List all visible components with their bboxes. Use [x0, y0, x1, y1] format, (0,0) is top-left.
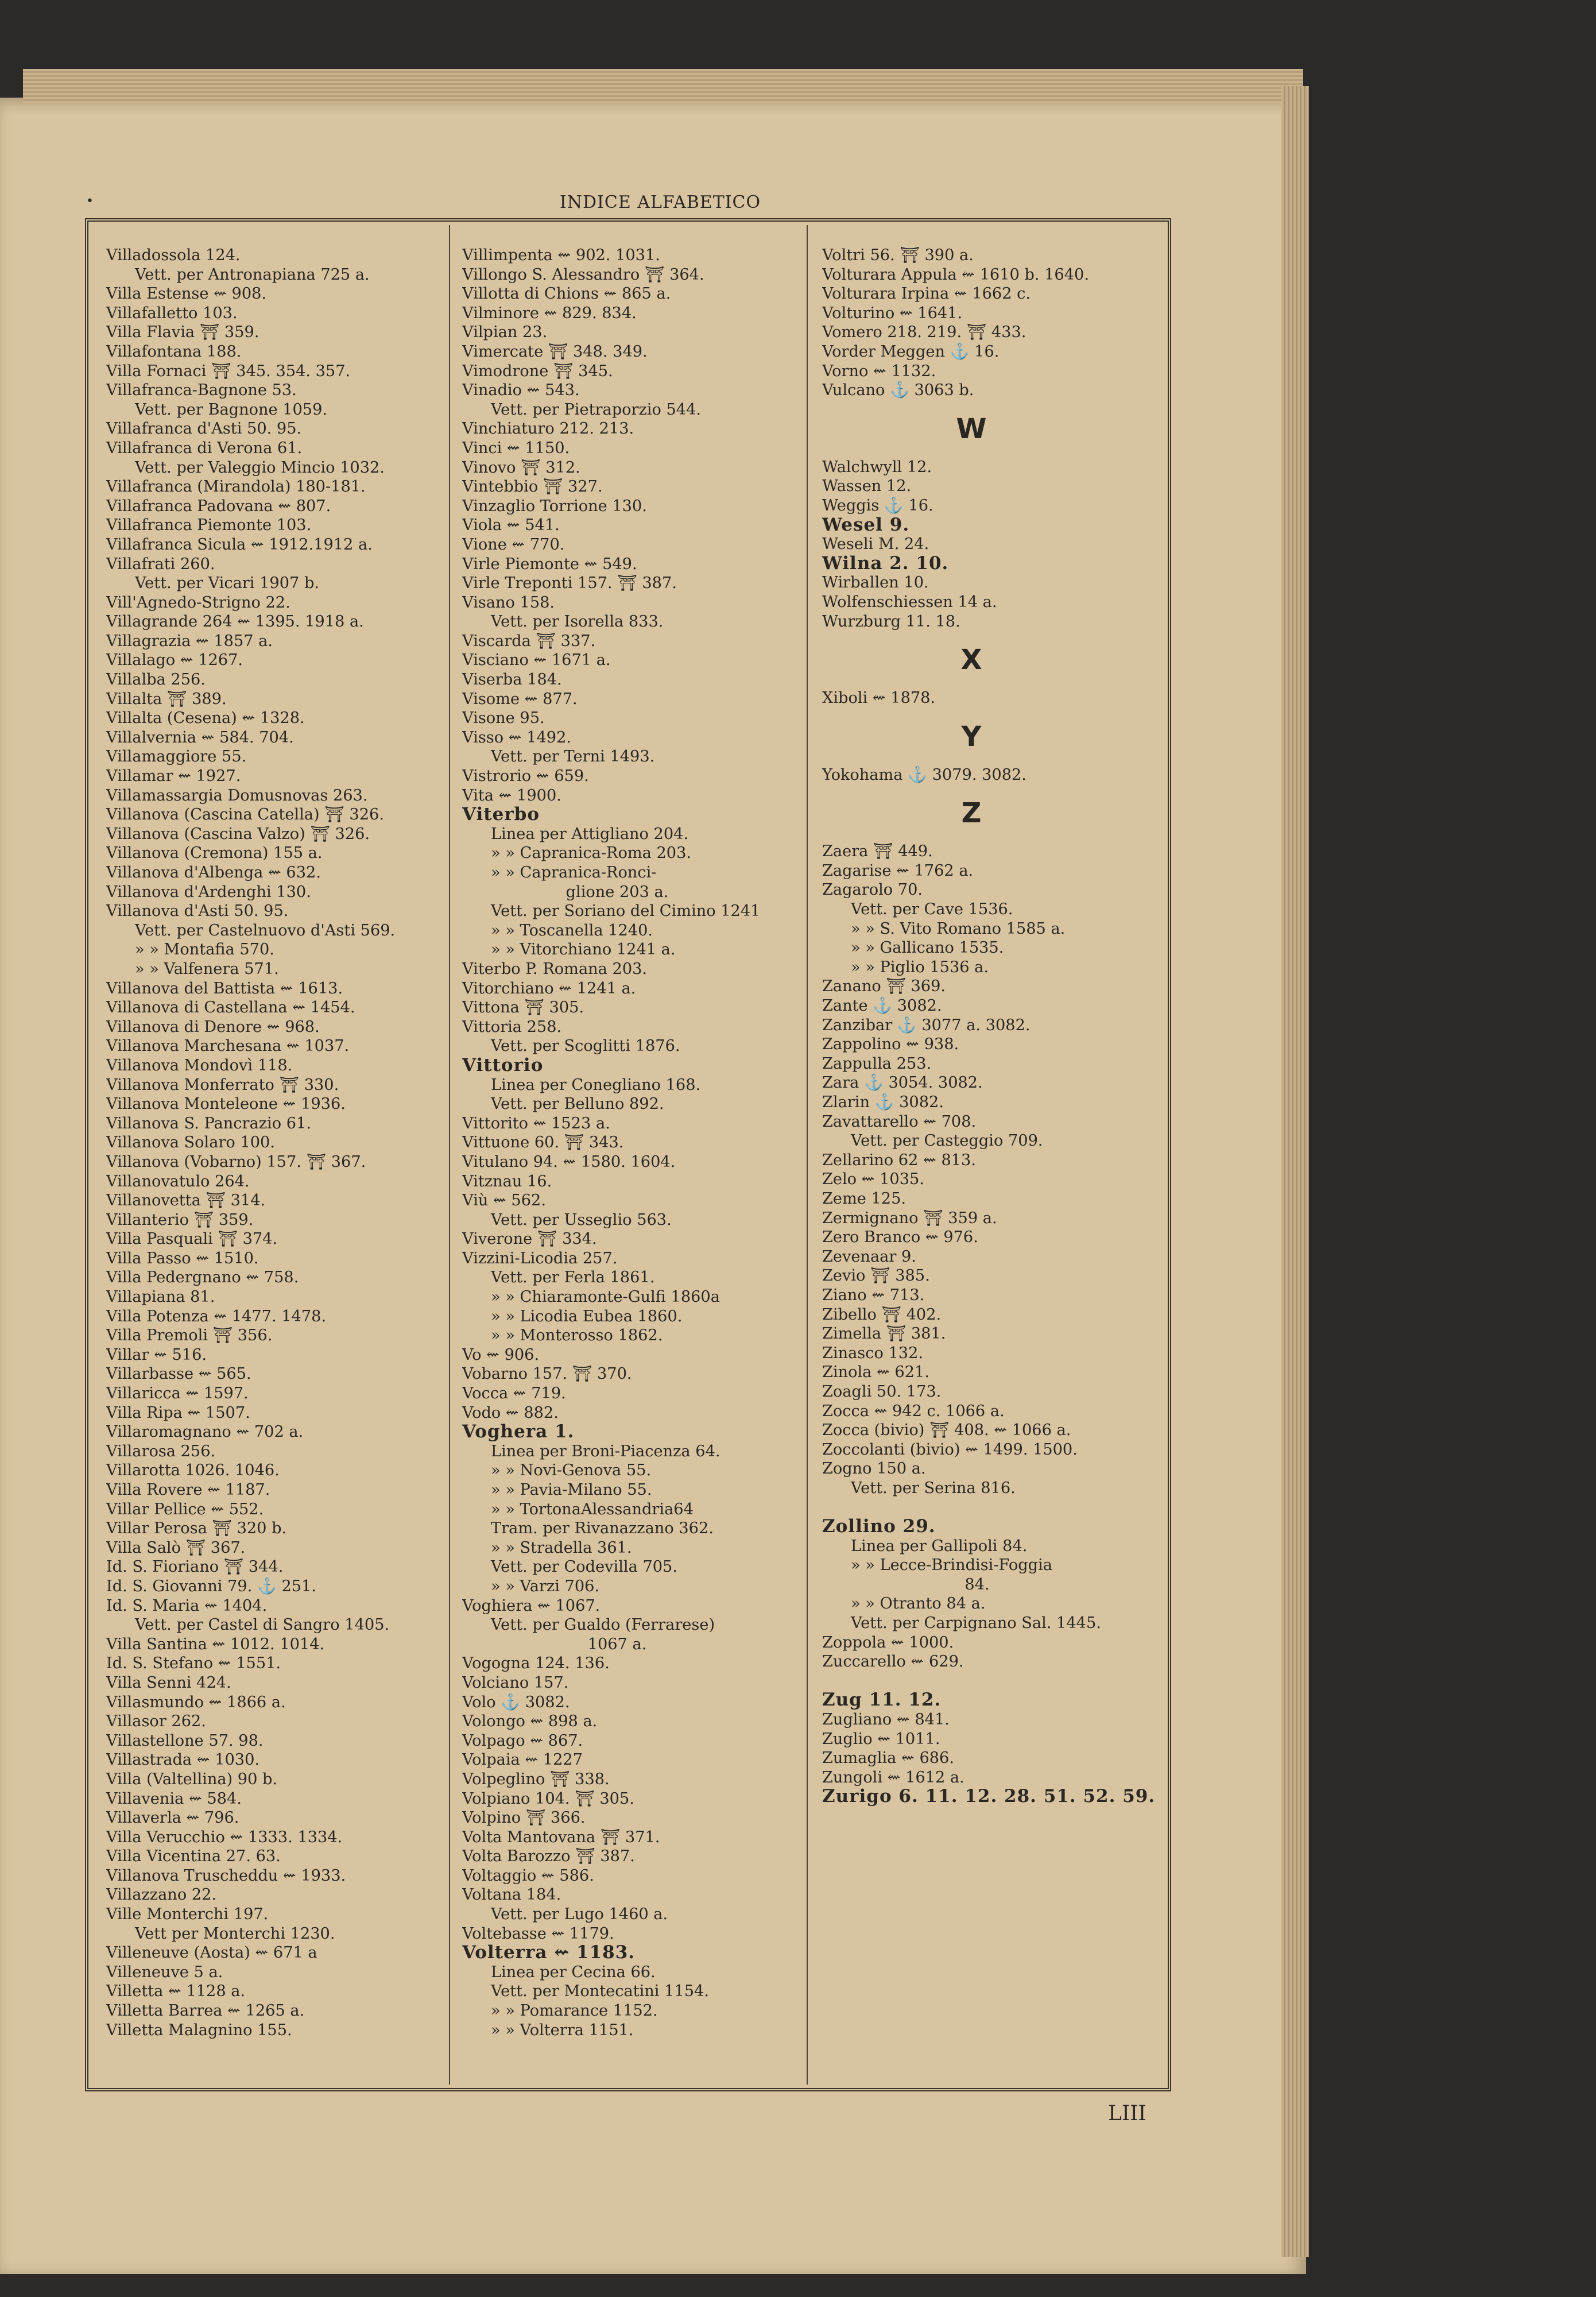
index-entry: Vett. per Scoglitti 1876. — [491, 1037, 680, 1055]
index-entry: Zuglio ⇜ 1011. — [822, 1730, 940, 1748]
index-column-2 — [462, 246, 807, 2040]
page-title: INDICE ALFABETICO — [559, 192, 761, 212]
index-entry: Villanova del Battista ⇜ 1613. — [106, 979, 343, 997]
page-number: LIII — [1108, 2102, 1146, 2125]
index-entry: Villanova di Castellana ⇜ 1454. — [106, 999, 355, 1017]
index-entry: Wolfenschiessen 14 a. — [822, 593, 997, 611]
index-entry: Villasmundo ⇜ 1866 a. — [106, 1693, 286, 1711]
index-entry: Villapiana 81. — [106, 1288, 215, 1306]
index-entry: Vittorito ⇜ 1523 a. — [462, 1114, 610, 1132]
index-entry: Vett. per Castel di Sangro 1405. — [135, 1616, 390, 1634]
index-entry: Villafalletto 103. — [106, 304, 238, 322]
index-entry: Vill'Agnedo-Strigno 22. — [106, 593, 290, 612]
index-entry: Id. S. Maria ⇜ 1404. — [106, 1596, 268, 1615]
index-entry: Villalta ⛩ 389. — [106, 690, 227, 708]
index-entry: Zogno 150 a. — [822, 1460, 926, 1478]
index-entry: » » S. Vito Romano 1585 a. — [851, 919, 1066, 938]
index-heading-entry: Wesel 9. — [822, 514, 910, 535]
index-entry: Zoccolanti (bivio) ⇜ 1499. 1500. — [822, 1440, 1078, 1459]
index-entry: Vobarno 157. ⛩ 370. — [462, 1365, 632, 1383]
index-entry: Villeneuve 5 a. — [106, 1963, 223, 1981]
index-column-1 — [106, 246, 451, 2040]
index-entry: Viscarda ⛩ 337. — [462, 632, 596, 650]
index-entry: Villanova Mondovì 118. — [106, 1056, 293, 1074]
index-entry: Zinola ⇜ 621. — [822, 1363, 929, 1382]
index-entry: Villafranca Sicula ⇜ 1912.1912 a. — [106, 535, 373, 554]
index-entry: Villongo S. Alessandro ⛩ 364. — [462, 265, 704, 284]
index-entry: » » Pomarance 1152. — [491, 2002, 658, 2020]
index-entry: Vett. per Soriano del Cimino 1241 — [491, 902, 761, 921]
index-entry: Villa Fornaci ⛩ 345. 354. 357. — [106, 362, 351, 380]
index-heading-entry: Wilna 2. 10. — [822, 552, 949, 574]
index-entry: Vett. per Montecatini 1154. — [491, 1982, 709, 2001]
index-entry: Villanova d'Albenga ⇜ 632. — [106, 864, 321, 881]
index-entry: Vett. per Vicari 1907 b. — [135, 574, 319, 593]
index-entry: Villastellone 57. 98. — [106, 1731, 264, 1750]
index-entry: Villa Senni 424. — [106, 1673, 231, 1692]
section-letter: Y — [961, 720, 982, 753]
index-entry: Vittona ⛩ 305. — [462, 999, 584, 1017]
index-entry: Villanova (Cremona) 155 a. — [106, 844, 323, 863]
index-column-3 — [822, 246, 1167, 1807]
index-entry: Vittuone 60. ⛩ 343. — [462, 1134, 624, 1152]
index-entry: Villa Premoli ⛩ 356. — [106, 1327, 273, 1345]
index-entry: Linea per Gallipoli 84. — [851, 1537, 1028, 1555]
index-entry: Voltebasse ⇜ 1179. — [462, 1924, 614, 1943]
spacer — [822, 1498, 1167, 1517]
index-entry: Volta Barozzo ⛩ 387. — [462, 1847, 635, 1866]
index-entry: Vinci ⇜ 1150. — [462, 439, 570, 457]
index-entry: Viserba 184. — [462, 671, 562, 689]
index-entry: Volturino ⇜ 1641. — [822, 304, 963, 322]
index-entry: Linea per Conegliano 168. — [491, 1076, 701, 1094]
index-entry: Vinadio ⇜ 543. — [462, 381, 580, 400]
index-entry: Villavenia ⇜ 584. — [106, 1789, 242, 1808]
index-entry: Zugliano ⇜ 841. — [822, 1711, 950, 1728]
index-entry: Villar Pellice ⇜ 552. — [106, 1500, 264, 1518]
index-entry: Viola ⇜ 541. — [462, 516, 560, 535]
index-entry: » » Vitorchiano 1241 a. — [491, 941, 676, 959]
index-entry: Villanova Truscheddu ⇜ 1933. — [106, 1866, 346, 1885]
index-entry: Volciano 157. — [462, 1673, 569, 1692]
page-right-edge — [1281, 86, 1309, 2257]
index-entry: 84. — [964, 1575, 990, 1594]
index-entry: Voltana 184. — [462, 1886, 561, 1904]
index-entry: Villa Ripa ⇜ 1507. — [106, 1403, 250, 1422]
index-entry: Zermignano ⛩ 359 a. — [822, 1209, 997, 1227]
index-entry: Vett. per Belluno 892. — [491, 1095, 664, 1113]
index-entry: Villanova (Cascina Catella) ⛩ 326. — [106, 806, 384, 824]
index-entry: Wassen 12. — [822, 477, 912, 496]
index-entry: Villotta di Chions ⇜ 865 a. — [462, 285, 671, 303]
index-entry: Vett. per Lugo 1460 a. — [491, 1905, 668, 1924]
index-entry: Zappulla 253. — [822, 1054, 932, 1073]
index-entry: » » Valfenera 571. — [135, 960, 279, 978]
index-entry: Id. S. Giovanni 79. ⚓ 251. — [106, 1577, 316, 1595]
index-entry: Id. S. Fioriano ⛩ 344. — [106, 1558, 284, 1576]
index-entry: Vimercate ⛩ 348. 349. — [462, 342, 648, 361]
index-entry: Visano 158. — [462, 593, 555, 612]
index-entry: Villanova Marchesana ⇜ 1037. — [106, 1037, 350, 1055]
index-entry: Villetta Barrea ⇜ 1265 a. — [106, 2002, 305, 2020]
index-entry: Villimpenta ⇜ 902. 1031. — [462, 246, 660, 264]
index-entry: Villetta Malagnino 155. — [106, 2021, 292, 2039]
index-entry: Vett. per Ferla 1861. — [491, 1269, 655, 1287]
index-entry: Vett per Monterchi 1230. — [135, 1924, 335, 1943]
index-entry: Villafranca di Verona 61. — [106, 439, 303, 457]
index-entry: Villalta (Cesena) ⇜ 1328. — [106, 709, 305, 728]
index-entry: Villa Salò ⛩ 367. — [106, 1538, 246, 1557]
index-entry: Ziano ⇜ 713. — [822, 1286, 925, 1304]
index-entry: Vett. per Cave 1536. — [851, 900, 1013, 919]
index-entry: Vitulano 94. ⇜ 1580. 1604. — [462, 1153, 676, 1171]
index-entry: Villagrazia ⇜ 1857 a. — [106, 632, 273, 650]
index-entry: Villa Potenza ⇜ 1477. 1478. — [106, 1307, 327, 1325]
index-entry: Villanova (Cascina Valzo) ⛩ 326. — [106, 825, 370, 843]
index-entry: Vita ⇜ 1900. — [462, 786, 561, 805]
index-heading-entry: Zug 11. 12. — [822, 1689, 942, 1711]
index-entry: Vimodrone ⛩ 345. — [462, 362, 613, 380]
index-entry: Villafrati 260. — [106, 555, 215, 573]
page-mark: • — [86, 194, 94, 208]
index-entry: Villafranca-Bagnone 53. — [106, 381, 297, 400]
index-entry: Villa Rovere ⇜ 1187. — [106, 1481, 270, 1499]
index-entry: Villafontana 188. — [106, 342, 242, 361]
index-entry: » » Montafia 570. — [135, 941, 274, 959]
index-entry: Vinchiaturo 212. 213. — [462, 420, 634, 438]
index-entry: Vogogna 124. 136. — [462, 1654, 610, 1673]
index-entry: Villa Flavia ⛩ 359. — [106, 323, 259, 342]
index-heading-entry: Zollino 29. — [822, 1516, 936, 1537]
index-entry: Vo ⇜ 906. — [462, 1345, 540, 1364]
index-entry: Volturara Appula ⇜ 1610 b. 1640. — [822, 265, 1089, 284]
index-entry: Vett. per Usseglio 563. — [491, 1211, 672, 1229]
index-heading-entry: Zurigo 6. 11. 12. 28. 51. 52. 59. — [822, 1786, 1156, 1807]
index-entry: Visso ⇜ 1492. — [462, 728, 572, 747]
index-entry: Villafranca d'Asti 50. 95. — [106, 420, 302, 438]
index-entry: Virle Treponti 157. ⛩ 387. — [462, 574, 677, 593]
index-entry: » » Capranica-Ronci- — [491, 864, 657, 881]
index-entry: Weggis ⚓ 16. — [822, 496, 933, 515]
index-entry: Walchwyll 12. — [822, 458, 932, 476]
index-entry: Villafranca Piemonte 103. — [106, 516, 312, 535]
index-heading-entry: Voghera 1. — [462, 1421, 575, 1443]
index-entry: Viù ⇜ 562. — [462, 1192, 546, 1210]
index-entry: Villaromagnano ⇜ 702 a. — [106, 1423, 304, 1441]
index-entry: Vett. per Terni 1493. — [491, 748, 655, 766]
index-entry: Wurzburg 11. 18. — [822, 612, 960, 631]
index-entry: Yokohama ⚓ 3079. 3082. — [822, 765, 1026, 784]
index-entry: Villalba 256. — [106, 671, 206, 689]
index-entry: Zungoli ⇜ 1612 a. — [822, 1768, 964, 1786]
index-entry: Zevenaar 9. — [822, 1247, 916, 1266]
index-entry: Vett. per Isorella 833. — [491, 613, 664, 631]
index-entry: Vett. per Castelnuovo d'Asti 569. — [135, 921, 396, 939]
index-entry: Villagrande 264 ⇜ 1395. 1918 a. — [106, 613, 364, 631]
index-entry: Villar ⇜ 516. — [106, 1345, 207, 1364]
column-divider — [807, 225, 808, 2085]
index-entry: Vett. per Casteggio 709. — [851, 1132, 1043, 1150]
index-entry: Ville Monterchi 197. — [106, 1905, 269, 1924]
index-entry: Vett. per Carpignano Sal. 1445. — [851, 1614, 1101, 1633]
index-entry: Villanova Monferrato ⛩ 330. — [106, 1076, 339, 1094]
index-entry: Villa Verucchio ⇜ 1333. 1334. — [106, 1828, 343, 1846]
index-entry: Vilminore ⇜ 829. 834. — [462, 304, 637, 322]
index-entry: Viverone ⛩ 334. — [462, 1230, 597, 1248]
index-entry: Villafranca (Mirandola) 180-181. — [106, 478, 366, 496]
index-entry: Vilpian 23. — [462, 323, 548, 342]
index-entry: Vitznau 16. — [462, 1172, 552, 1190]
index-entry: Vett. per Pietraporzio 544. — [491, 400, 702, 419]
index-entry: Villazzano 22. — [106, 1886, 217, 1904]
index-entry: Villadossola 124. — [106, 246, 241, 264]
index-entry: Vett. per Bagnone 1059. — [135, 400, 328, 419]
index-entry: Villasor 262. — [106, 1712, 206, 1731]
index-entry: Zuccarello ⇜ 629. — [822, 1653, 964, 1671]
index-entry: Villanterio ⛩ 359. — [106, 1211, 254, 1229]
index-entry: Vinovo ⛩ 312. — [462, 458, 580, 477]
index-entry: Volturara Irpina ⇜ 1662 c. — [822, 285, 1031, 303]
index-entry: Zappolino ⇜ 938. — [822, 1035, 959, 1054]
index-entry: Vinzaglio Torrione 130. — [462, 497, 647, 515]
index-entry: Villanovatulo 264. — [106, 1172, 250, 1190]
index-entry: Vett. per Valeggio Mincio 1032. — [135, 458, 385, 477]
index-entry: Tram. per Rivanazzano 362. — [491, 1519, 714, 1538]
index-entry: Linea per Broni-Piacenza 64. — [491, 1442, 720, 1460]
index-entry: Volongo ⇜ 898 a. — [462, 1712, 598, 1731]
index-entry: Volpino ⛩ 366. — [462, 1809, 586, 1827]
index-entry: Villa Estense ⇜ 908. — [106, 285, 267, 303]
index-entry: Vocca ⇜ 719. — [462, 1385, 566, 1403]
index-entry: Zocca ⇜ 942 c. 1066 a. — [822, 1402, 1005, 1420]
index-entry: Villanova Monteleone ⇜ 1936. — [106, 1095, 346, 1113]
index-entry: glione 203 a. — [565, 883, 669, 901]
index-entry: Villa Santina ⇜ 1012. 1014. — [106, 1635, 325, 1653]
index-entry: Vorder Meggen ⚓ 16. — [822, 342, 1000, 361]
index-heading-entry: Volterra ⇜ 1183. — [462, 1942, 636, 1963]
index-entry: Villa Pasquali ⛩ 374. — [106, 1230, 278, 1248]
index-entry: Linea per Attigliano 204. — [491, 825, 689, 843]
index-entry: Villanova Solaro 100. — [106, 1134, 275, 1152]
index-entry: » » Novi-Genova 55. — [491, 1461, 652, 1480]
section-letter: X — [960, 644, 982, 676]
index-entry: Villalvernia ⇜ 584. 704. — [106, 728, 294, 747]
index-entry: Vittoria 258. — [462, 1018, 562, 1036]
index-entry: Volpaia ⇜ 1227 — [462, 1751, 583, 1769]
index-entry: Visciano ⇜ 1671 a. — [462, 651, 611, 670]
index-entry: Villa Passo ⇜ 1510. — [106, 1249, 259, 1267]
index-entry: Volpiano 104. ⛩ 305. — [462, 1789, 634, 1808]
index-entry: » » Piglio 1536 a. — [851, 958, 989, 976]
index-entry: Wirballen 10. — [822, 574, 929, 592]
index-entry: Zoagli 50. 173. — [822, 1382, 942, 1401]
index-entry: » » Gallicano 1535. — [851, 939, 1004, 957]
index-entry: Weseli M. 24. — [822, 535, 929, 554]
index-entry: Villalago ⇜ 1267. — [106, 651, 243, 670]
index-entry: Villetta ⇜ 1128 a. — [106, 1982, 246, 2001]
index-entry: » » Monterosso 1862. — [491, 1327, 663, 1345]
index-entry: Vizzini-Licodia 257. — [462, 1249, 618, 1267]
index-entry: Villarotta 1026. 1046. — [106, 1461, 280, 1480]
index-entry: Vett. per Gualdo (Ferrarese) — [491, 1616, 715, 1634]
index-entry: Xiboli ⇜ 1878. — [822, 689, 936, 707]
index-entry: Virle Piemonte ⇜ 549. — [462, 555, 637, 573]
index-entry: Villanova d'Ardenghi 130. — [106, 883, 311, 901]
index-entry: Volpago ⇜ 867. — [462, 1731, 583, 1750]
index-entry: Volo ⚓ 3082. — [462, 1693, 570, 1711]
index-entry: Villar Perosa ⛩ 320 b. — [106, 1519, 287, 1538]
index-entry: » » Lecce-Brindisi-Foggia — [851, 1556, 1052, 1575]
index-entry: Villamar ⇜ 1927. — [106, 767, 241, 786]
index-entry: Villa (Valtellina) 90 b. — [106, 1770, 278, 1788]
index-entry: Zocca (bivio) ⛩ 408. ⇜ 1066 a. — [822, 1421, 1071, 1440]
section-letter: W — [956, 412, 987, 445]
index-entry: Zellarino 62 ⇜ 813. — [822, 1151, 976, 1169]
index-entry: Zinasco 132. — [822, 1344, 924, 1362]
index-entry: 1067 a. — [587, 1635, 647, 1653]
index-entry: Volpeglino ⛩ 338. — [462, 1770, 610, 1788]
index-entry: Zlarin ⚓ 3082. — [822, 1093, 944, 1111]
index-entry: Zaera ⛩ 449. — [822, 842, 933, 861]
index-entry: » » Varzi 706. — [491, 1577, 600, 1595]
index-entry: Villaverla ⇜ 796. — [106, 1809, 239, 1827]
index-entry: » » Toscanella 1240. — [491, 921, 653, 939]
index-entry: Villanovetta ⛩ 314. — [106, 1192, 266, 1210]
index-entry: Zagarise ⇜ 1762 a. — [822, 861, 974, 880]
index-entry: Vintebbio ⛩ 327. — [462, 478, 603, 496]
index-entry: Villarbasse ⇜ 565. — [106, 1365, 251, 1383]
index-entry: Vorno ⇜ 1132. — [822, 362, 936, 380]
index-entry: » » Stradella 361. — [491, 1538, 632, 1557]
index-entry: Zanzibar ⚓ 3077 a. 3082. — [822, 1016, 1031, 1034]
index-entry: Visome ⇜ 877. — [462, 690, 578, 708]
index-entry: Villanova di Denore ⇜ 968. — [106, 1018, 320, 1036]
index-entry: Zoppola ⇜ 1000. — [822, 1633, 954, 1652]
spacer — [822, 1672, 1167, 1691]
index-entry: Id. S. Stefano ⇜ 1551. — [106, 1654, 281, 1673]
index-entry: Zimella ⛩ 381. — [822, 1325, 946, 1343]
index-entry: Vodo ⇜ 882. — [462, 1403, 559, 1422]
index-entry: Linea per Cecina 66. — [491, 1963, 656, 1981]
index-entry: Vione ⇜ 770. — [462, 535, 565, 554]
index-entry: Vett. per Serina 816. — [851, 1479, 1016, 1497]
index-entry: Zagarolo 70. — [822, 881, 923, 899]
index-entry: Zero Branco ⇜ 976. — [822, 1228, 978, 1247]
index-entry: Viterbo P. Romana 203. — [462, 960, 648, 978]
index-entry: Villafranca Padovana ⇜ 807. — [106, 497, 331, 515]
index-entry: » » Capranica-Roma 203. — [491, 844, 692, 863]
index-entry: Vitorchiano ⇜ 1241 a. — [462, 979, 636, 997]
index-entry: Villa Vicentina 27. 63. — [106, 1847, 281, 1866]
index-entry: Zanano ⛩ 369. — [822, 977, 946, 996]
index-entry: Vett. per Antronapiana 725 a. — [135, 265, 370, 284]
index-entry: Zevio ⛩ 385. — [822, 1267, 930, 1285]
index-entry: » » Volterra 1151. — [491, 2021, 634, 2039]
section-letter: Z — [961, 797, 982, 830]
index-entry: » » Licodia Eubea 1860. — [491, 1307, 683, 1325]
index-entry: » » Otranto 84 a. — [851, 1595, 986, 1613]
index-entry: Zante ⚓ 3082. — [822, 997, 942, 1015]
index-entry: Villastrada ⇜ 1030. — [106, 1751, 260, 1769]
index-entry: Zavattarello ⇜ 708. — [822, 1112, 977, 1131]
index-entry: » » TortonaAlessandria64 — [491, 1500, 694, 1518]
index-entry: Visone 95. — [462, 709, 545, 728]
index-entry: Villamassargia Domusnovas 263. — [106, 786, 368, 805]
index-entry: Zibello ⛩ 402. — [822, 1305, 942, 1324]
index-entry: Villanova S. Pancrazio 61. — [106, 1114, 311, 1132]
page-top-edge — [23, 69, 1303, 103]
index-heading-entry: Viterbo — [462, 804, 540, 825]
index-entry: Villarosa 256. — [106, 1442, 216, 1460]
index-entry: Zeme 125. — [822, 1189, 907, 1208]
index-entry: Zumaglia ⇜ 686. — [822, 1749, 954, 1768]
index-entry: Villa Pedergnano ⇜ 758. — [106, 1269, 299, 1287]
index-entry: Voltri 56. ⛩ 390 a. — [822, 246, 974, 264]
index-entry: Vett. per Codevilla 705. — [491, 1558, 677, 1576]
index-entry: Voltaggio ⇜ 586. — [462, 1866, 594, 1885]
index-entry: Villanova (Vobarno) 157. ⛩ 367. — [106, 1153, 366, 1171]
index-entry: Villeneuve (Aosta) ⇜ 671 a — [106, 1944, 317, 1962]
index-entry: Voghiera ⇜ 1067. — [462, 1596, 601, 1615]
index-entry: Vomero 218. 219. ⛩ 433. — [822, 323, 1026, 342]
index-heading-entry: Vittorio — [462, 1054, 544, 1076]
index-entry: Volta Mantovana ⛩ 371. — [462, 1828, 660, 1846]
index-entry: Vistrorio ⇜ 659. — [462, 767, 589, 786]
index-entry: » » Pavia-Milano 55. — [491, 1481, 652, 1499]
index-entry: Zara ⚓ 3054. 3082. — [822, 1074, 983, 1092]
index-entry: Vulcano ⚓ 3063 b. — [822, 381, 974, 400]
index-entry: » » Chiaramonte-Gulfi 1860a — [491, 1288, 720, 1306]
index-entry: Villanova d'Asti 50. 95. — [106, 902, 289, 921]
index-entry: Villaricca ⇜ 1597. — [106, 1385, 249, 1403]
index-entry: Zelo ⇜ 1035. — [822, 1170, 924, 1189]
index-entry: Villamaggiore 55. — [106, 748, 247, 766]
